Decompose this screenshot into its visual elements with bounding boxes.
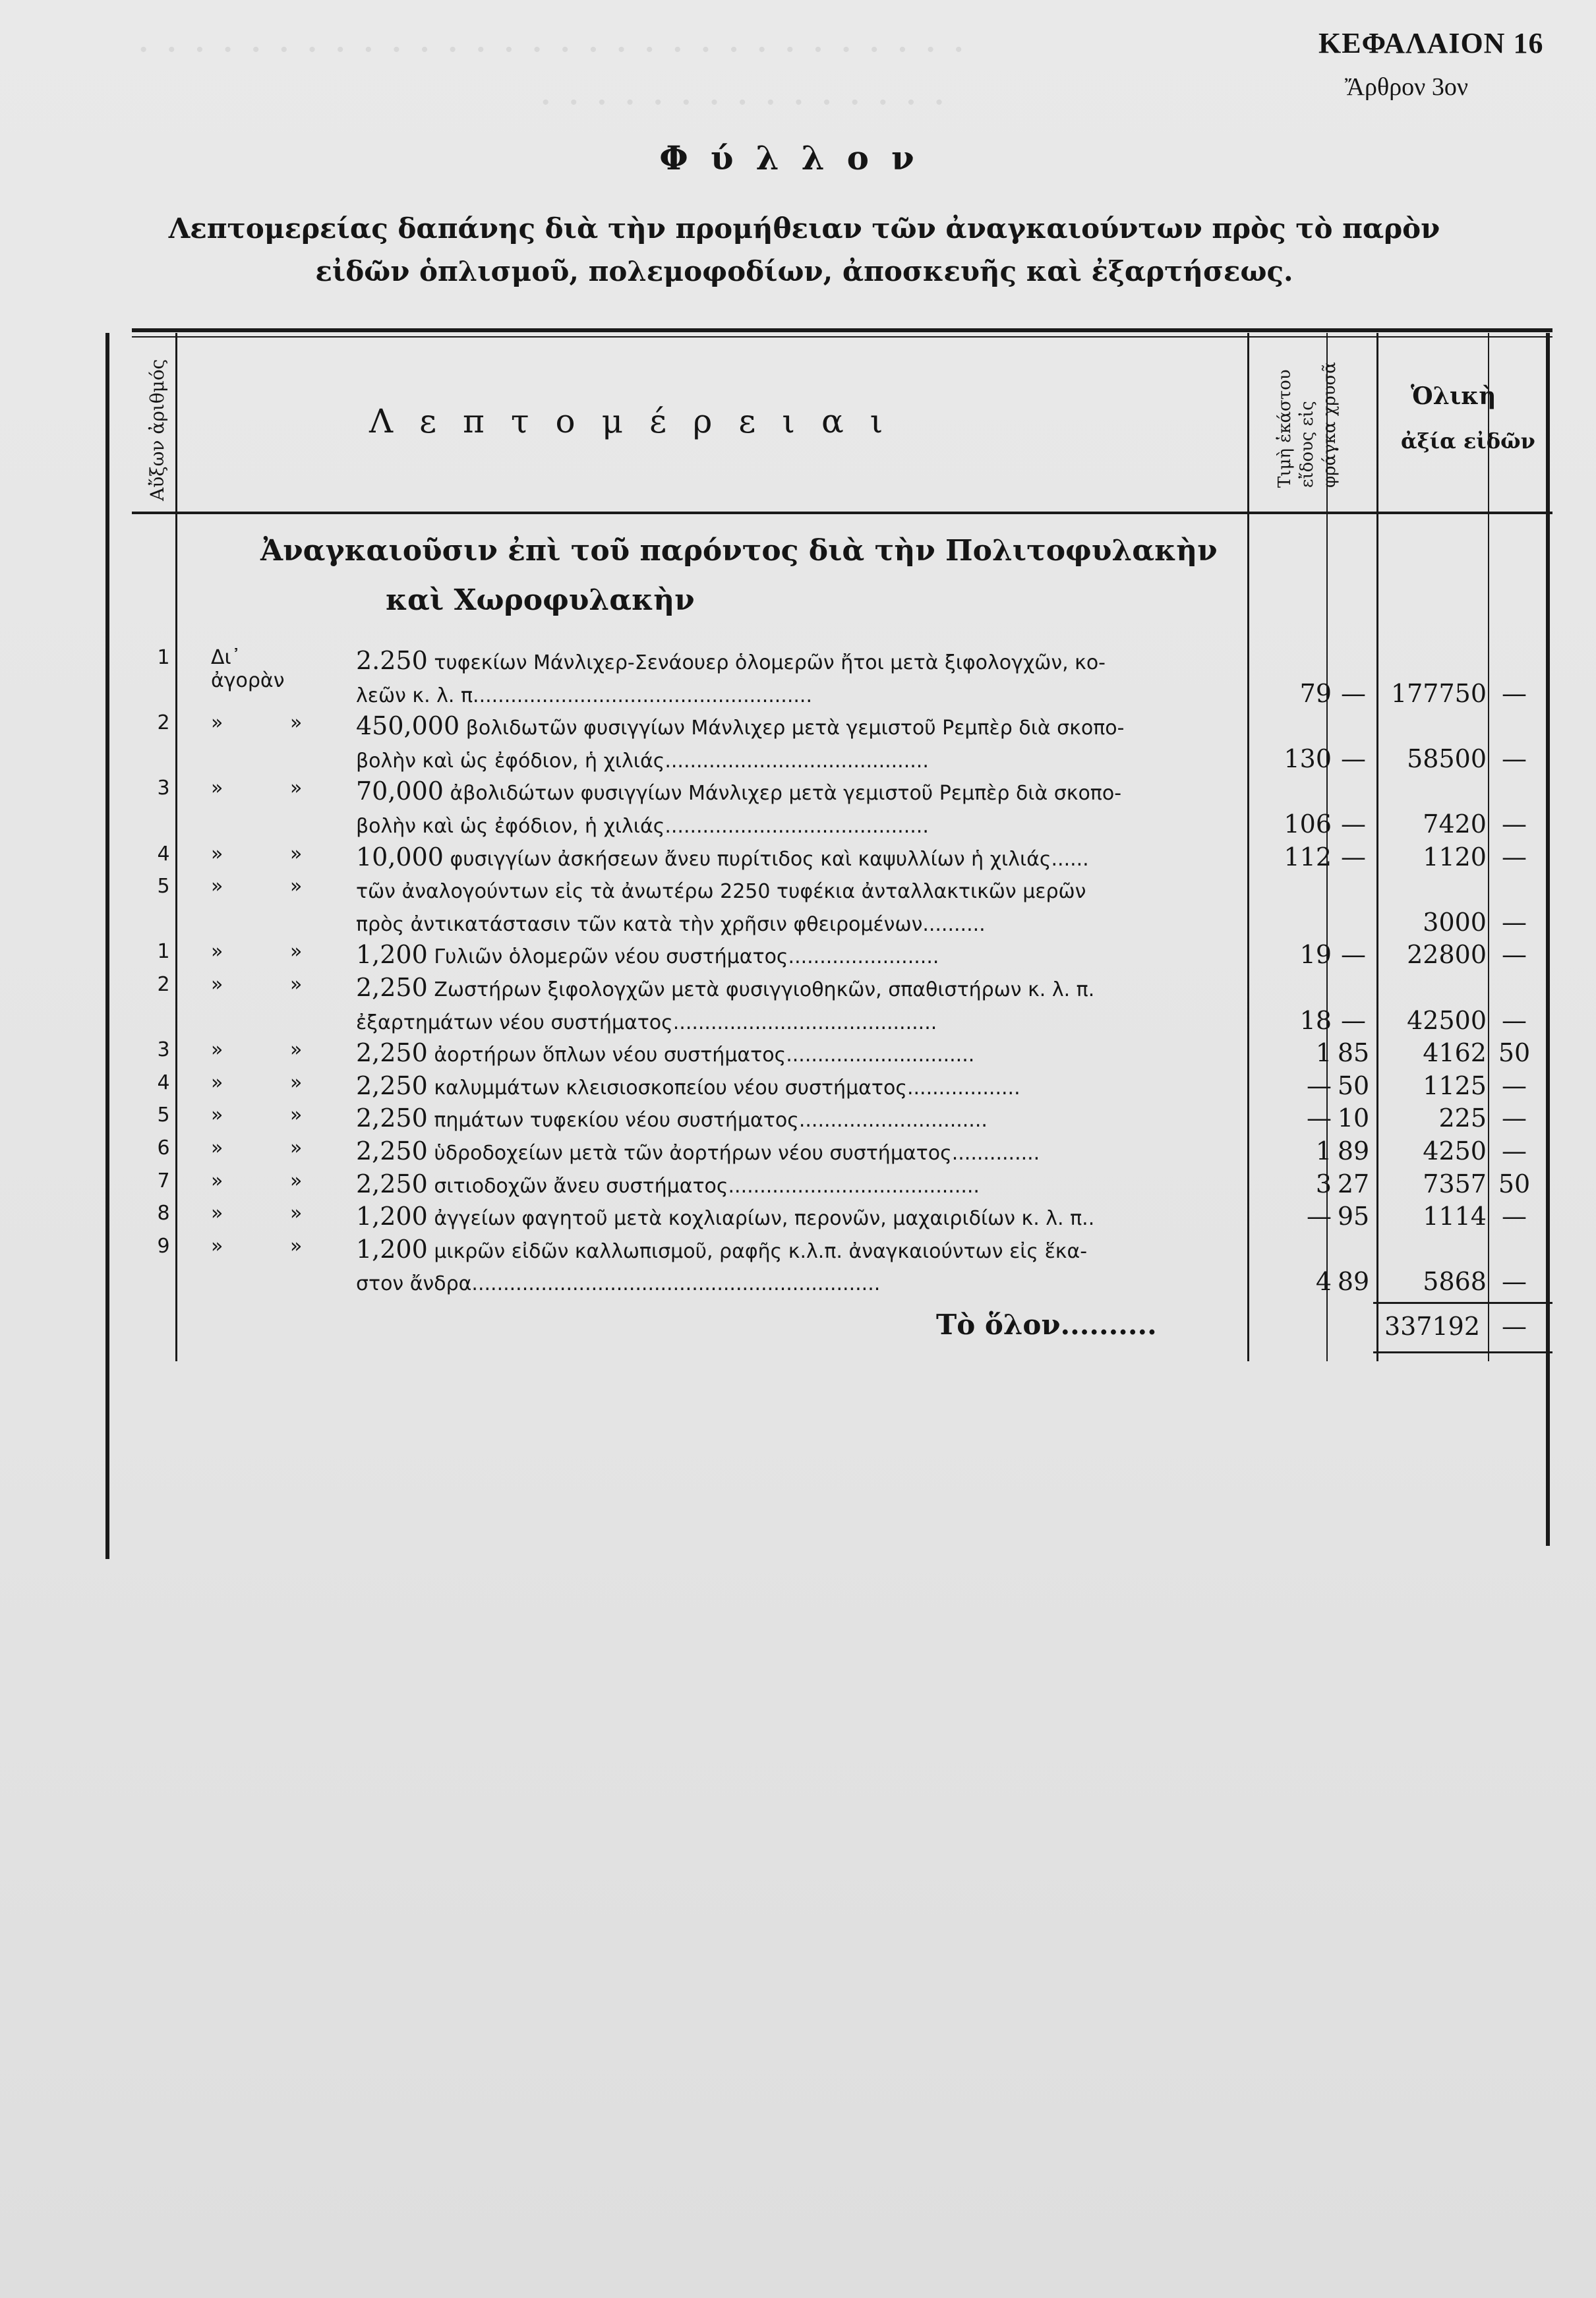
row-total-value-cents: — bbox=[1502, 1136, 1527, 1165]
row-prefix: » bbox=[211, 1202, 223, 1225]
row-total-value-cents: — bbox=[1502, 1104, 1527, 1133]
row-prefix-2: » bbox=[290, 1038, 303, 1062]
row-text: λεῶν κ. λ. π...................................................... bbox=[356, 684, 812, 707]
row-prefix: » bbox=[211, 1071, 223, 1094]
row-number: 3 bbox=[157, 1038, 170, 1062]
row-unit-price: 130 bbox=[1284, 744, 1332, 773]
row-number: 7 bbox=[157, 1169, 170, 1193]
row-text: ὑδροδοχείων μετὰ τῶν ἀορτήρων νέου συστήματος.............. bbox=[434, 1142, 1040, 1165]
row-prefix-2: » bbox=[290, 1071, 303, 1094]
table-row bbox=[132, 908, 1552, 941]
column-header-number: Αὔξων ἀριθμός bbox=[146, 359, 168, 501]
row-description bbox=[356, 1202, 1371, 1231]
row-text: πρὸς ἀντικατάστασιν τῶν κατὰ τὴν χρῆσιν φθειρομένων.......... bbox=[356, 912, 986, 936]
row-prefix: » bbox=[211, 940, 223, 964]
row-total-value: 177750 bbox=[1390, 678, 1487, 708]
row-text: καλυμμάτων κλεισιοσκοπείου νέου συστήματος.................. bbox=[434, 1076, 1020, 1100]
row-unit-price: 4 bbox=[1315, 1267, 1332, 1297]
row-prefix: » bbox=[211, 1234, 223, 1258]
table-row bbox=[132, 711, 1552, 744]
row-total-value: 225 bbox=[1438, 1104, 1487, 1133]
table-row bbox=[132, 1267, 1552, 1300]
row-prefix-2: » bbox=[290, 711, 303, 735]
row-prefix: » bbox=[211, 973, 223, 996]
row-total-value: 22800 bbox=[1407, 940, 1487, 970]
row-prefix-2: » bbox=[290, 875, 303, 899]
row-total-value-cents: — bbox=[1502, 1071, 1527, 1100]
subtitle-line-2: εἰδῶν ὁπλισμοῦ, πολεμοφοδίων, ἀποσκευῆς καὶ ἐξαρτήσεως. bbox=[315, 255, 1293, 287]
row-unit-price-cents: — bbox=[1341, 810, 1366, 839]
row-total-value: 4162 bbox=[1423, 1038, 1487, 1068]
row-quantity: 2,250 bbox=[356, 1136, 428, 1165]
row-text: ἀβολιδώτων φυσιγγίων Μάνλιχερ μετὰ γεμιστοῦ Ρεμπὲρ διὰ σκοπο- bbox=[450, 782, 1122, 806]
row-number: 4 bbox=[157, 842, 170, 866]
bleed-through-texture: · · · · · · · · · · · · · · · bbox=[541, 86, 949, 119]
row-unit-price: 19 bbox=[1299, 940, 1332, 970]
row-prefix-2: » bbox=[290, 777, 303, 800]
column-header-total-line-2: ἀξία εἰδῶν bbox=[1401, 428, 1535, 454]
row-unit-price-cents: — bbox=[1341, 744, 1366, 773]
row-quantity: 2,250 bbox=[356, 1169, 428, 1198]
row-description bbox=[356, 1006, 1371, 1035]
table-row bbox=[132, 777, 1552, 810]
row-unit-price: — bbox=[1307, 1104, 1332, 1133]
row-unit-price: 3 bbox=[1315, 1169, 1332, 1198]
row-unit-price-cents: 27 bbox=[1337, 1169, 1370, 1198]
subtitle-line-1: Λεπτομερείας δαπάνης διὰ τὴν προμήθειαν τῶν ἀναγκαιούντων πρὸς τὸ παρὸν bbox=[168, 212, 1440, 245]
row-description bbox=[356, 842, 1371, 871]
row-total-value-cents: — bbox=[1502, 810, 1527, 839]
row-prefix-2: » bbox=[290, 1202, 303, 1225]
row-number: 2 bbox=[157, 711, 170, 735]
row-text: βολιδωτῶν φυσιγγίων Μάνλιχερ μετὰ γεμιστοῦ Ρεμπὲρ διὰ σκοπο- bbox=[465, 717, 1125, 740]
row-total-value: 1120 bbox=[1423, 842, 1487, 871]
row-prefix: » bbox=[211, 777, 223, 800]
row-prefix-2: » bbox=[290, 940, 303, 964]
row-total-value-cents: — bbox=[1502, 940, 1527, 970]
row-description bbox=[356, 940, 1371, 969]
table-row bbox=[132, 1202, 1552, 1235]
row-number: 1 bbox=[157, 646, 170, 669]
row-description bbox=[356, 744, 1371, 773]
table-row bbox=[132, 940, 1552, 973]
table-row bbox=[132, 1136, 1552, 1169]
row-prefix: » bbox=[211, 1038, 223, 1062]
row-unit-price: 18 bbox=[1299, 1005, 1332, 1035]
bleed-through-texture: · · · · · · · · · · · · · · · · · · · · · · · · · · · · · · bbox=[138, 33, 968, 67]
table-row bbox=[132, 1006, 1552, 1039]
row-unit-price-cents: 95 bbox=[1337, 1202, 1370, 1231]
row-unit-price: 79 bbox=[1299, 678, 1332, 708]
row-number: 8 bbox=[157, 1202, 170, 1225]
page-title: Φύλλον bbox=[659, 138, 937, 177]
table-row bbox=[132, 679, 1552, 712]
row-total-value: 7357 bbox=[1423, 1169, 1487, 1198]
row-text: πημάτων τυφεκίου νέου συστήματος.............................. bbox=[434, 1109, 988, 1133]
row-number: 1 bbox=[157, 940, 170, 964]
total-value: 337192 bbox=[1384, 1312, 1480, 1341]
row-total-value: 4250 bbox=[1423, 1136, 1487, 1165]
row-total-value-cents: — bbox=[1502, 744, 1527, 773]
row-unit-price: 112 bbox=[1284, 842, 1332, 871]
row-description bbox=[356, 679, 1371, 708]
row-number: 5 bbox=[157, 875, 170, 899]
row-unit-price-cents: 89 bbox=[1337, 1267, 1370, 1297]
row-text: φυσιγγίων ἀσκήσεων ἄνευ πυρίτιδος καὶ καψυλλίων ἡ χιλιάς...... bbox=[450, 847, 1089, 871]
row-total-value-cents: 50 bbox=[1498, 1038, 1531, 1068]
row-total-value-cents: — bbox=[1502, 678, 1527, 708]
row-description bbox=[356, 1038, 1371, 1067]
row-unit-price-cents: 50 bbox=[1337, 1071, 1370, 1100]
row-total-value-cents: 50 bbox=[1498, 1169, 1531, 1198]
row-prefix-2: » bbox=[290, 842, 303, 866]
row-quantity: 2,250 bbox=[356, 1104, 428, 1133]
table-row bbox=[132, 810, 1552, 842]
row-total-value-cents: — bbox=[1502, 907, 1527, 937]
row-prefix: » bbox=[211, 1104, 223, 1127]
row-unit-price: 106 bbox=[1284, 810, 1332, 839]
row-unit-price-cents: 89 bbox=[1337, 1136, 1370, 1165]
chapter-heading: ΚΕΦΑΛΑΙΟΝ 16 bbox=[1318, 27, 1544, 59]
table-row bbox=[132, 1071, 1552, 1104]
row-description bbox=[356, 875, 1371, 904]
row-description bbox=[356, 777, 1371, 806]
row-prefix: » bbox=[211, 711, 223, 735]
total-value-cents: — bbox=[1502, 1312, 1527, 1341]
table-top-rule bbox=[132, 328, 1552, 332]
row-description bbox=[356, 1071, 1371, 1100]
row-number: 9 bbox=[157, 1234, 170, 1258]
row-description bbox=[356, 1136, 1371, 1165]
row-total-value-cents: — bbox=[1502, 1202, 1527, 1231]
row-text: βολὴν καὶ ὡς ἐφόδιον, ἡ χιλιάς.......................................... bbox=[356, 749, 929, 773]
table-row bbox=[132, 1038, 1552, 1071]
row-text: βολὴν καὶ ὡς ἐφόδιον, ἡ χιλιάς.......................................... bbox=[356, 815, 929, 838]
row-unit-price-cents: — bbox=[1341, 1005, 1366, 1035]
row-text: τῶν ἀναλογούντων εἰς τὰ ἀνωτέρω 2250 τυφέκια ἀνταλλακτικῶν μερῶν bbox=[356, 880, 1086, 904]
row-number: 4 bbox=[157, 1071, 170, 1094]
row-prefix: » bbox=[211, 1169, 223, 1193]
row-total-value: 7420 bbox=[1423, 810, 1487, 839]
row-description bbox=[356, 1104, 1371, 1133]
row-total-value: 1125 bbox=[1423, 1071, 1487, 1100]
row-prefix: » bbox=[211, 875, 223, 899]
row-quantity: 2,250 bbox=[356, 1071, 428, 1100]
row-number: 3 bbox=[157, 777, 170, 800]
table-row bbox=[132, 842, 1552, 875]
row-description bbox=[356, 1169, 1371, 1198]
row-text: σιτιοδοχῶν ἄνευ συστήματος........................................ bbox=[434, 1174, 980, 1198]
row-quantity: 1,200 bbox=[356, 940, 428, 970]
table-row bbox=[132, 1104, 1552, 1136]
row-description bbox=[356, 908, 1371, 937]
table-header-rule bbox=[132, 512, 1552, 514]
row-unit-price-cents: — bbox=[1341, 842, 1366, 871]
row-text: μικρῶν εἰδῶν καλλωπισμοῦ, ραφῆς κ.λ.π. ἀναγκαιούντων εἰς ἕκα- bbox=[434, 1239, 1088, 1263]
column-header-unit-price: Τιμὴ ἑκάστου εἴδους εἰς φράγκα χρυσᾶ bbox=[1275, 362, 1340, 488]
row-unit-price-cents: — bbox=[1341, 678, 1366, 708]
row-prefix: » bbox=[211, 1136, 223, 1160]
row-total-value: 3000 bbox=[1423, 907, 1487, 937]
article-heading: Ἄρθρον 3ον bbox=[1345, 73, 1469, 101]
row-description bbox=[356, 1267, 1371, 1296]
row-prefix: Δι᾽ ἀγορὰν bbox=[211, 646, 285, 692]
row-unit-price-cents: 10 bbox=[1337, 1104, 1370, 1133]
row-text: στον ἄνδρα................................................................. bbox=[356, 1272, 881, 1296]
row-description bbox=[356, 646, 1371, 675]
section-heading-line-1: Ἀναγκαιοῦσιν ἐπὶ τοῦ παρόντος διὰ τὴν Πολιτοφυλακὴν bbox=[260, 534, 1218, 568]
row-total-value: 58500 bbox=[1407, 744, 1487, 773]
row-description bbox=[356, 973, 1371, 1002]
row-quantity: 2,250 bbox=[356, 1038, 428, 1068]
row-unit-price: 1 bbox=[1315, 1038, 1332, 1068]
row-prefix-2: » bbox=[290, 1104, 303, 1127]
table-row bbox=[132, 1235, 1552, 1268]
row-text: Ζωστήρων ξιφολογχῶν μετὰ φυσιγγιοθηκῶν, σπαθιστήρων κ. λ. π. bbox=[434, 978, 1095, 1001]
row-description bbox=[356, 711, 1371, 740]
row-text: ἀγγείων φαγητοῦ μετὰ κοχλιαρίων, περονῶν, μαχαιριδίων κ. λ. π.. bbox=[434, 1207, 1095, 1231]
row-total-value-cents: — bbox=[1502, 1005, 1527, 1035]
row-text: Γυλιῶν ὁλομερῶν νέου συστήματος........................ bbox=[434, 945, 939, 969]
table-row bbox=[132, 875, 1552, 908]
row-total-value-cents: — bbox=[1502, 1267, 1527, 1297]
row-description bbox=[356, 810, 1371, 839]
row-quantity: 450,000 bbox=[356, 711, 460, 741]
row-total-value: 42500 bbox=[1407, 1005, 1487, 1035]
row-total-value-cents: — bbox=[1502, 842, 1527, 871]
row-description bbox=[356, 1235, 1371, 1264]
row-number: 2 bbox=[157, 973, 170, 996]
row-total-value: 1114 bbox=[1423, 1202, 1487, 1231]
row-prefix-2: » bbox=[290, 1234, 303, 1258]
row-number: 5 bbox=[157, 1104, 170, 1127]
row-text: ἐξαρτημάτων νέου συστήματος.......................................... bbox=[356, 1011, 937, 1034]
row-total-value: 5868 bbox=[1423, 1267, 1487, 1297]
column-header-total-line-1: Ὁλικὴ bbox=[1411, 382, 1496, 410]
row-unit-price-cents: — bbox=[1341, 940, 1366, 970]
table-row bbox=[132, 973, 1552, 1006]
row-prefix-2: » bbox=[290, 1169, 303, 1193]
row-prefix-2: » bbox=[290, 973, 303, 996]
row-unit-price: — bbox=[1307, 1202, 1332, 1231]
row-quantity: 2,250 bbox=[356, 973, 428, 1002]
table-row bbox=[132, 1169, 1552, 1202]
section-heading-line-2: καὶ Χωροφυλακὴν bbox=[386, 583, 695, 617]
row-prefix: » bbox=[211, 842, 223, 866]
table-left-border bbox=[105, 333, 109, 1559]
table-row bbox=[132, 744, 1552, 777]
row-unit-price-cents: 85 bbox=[1337, 1038, 1370, 1068]
row-number: 6 bbox=[157, 1136, 170, 1160]
row-text: ἀορτήρων ὅπλων νέου συστήματος.............................. bbox=[434, 1044, 975, 1067]
row-quantity: 10,000 bbox=[356, 842, 444, 871]
row-quantity: 70,000 bbox=[356, 777, 444, 806]
row-unit-price: 1 bbox=[1315, 1136, 1332, 1165]
row-prefix-2: » bbox=[290, 1136, 303, 1160]
row-quantity: 2.250 bbox=[356, 646, 428, 675]
row-text: τυφεκίων Μάνλιχερ-Σενάουερ ὁλομερῶν ἤτοι μετὰ ξιφολογχῶν, κο- bbox=[434, 651, 1106, 674]
row-quantity: 1,200 bbox=[356, 1202, 428, 1231]
total-label: Τὸ ὅλον.......... bbox=[936, 1309, 1157, 1341]
row-quantity: 1,200 bbox=[356, 1234, 428, 1264]
row-unit-price: — bbox=[1307, 1071, 1332, 1100]
table-row bbox=[132, 646, 1552, 692]
column-header-details: Λεπτομέρειαι bbox=[369, 402, 910, 440]
